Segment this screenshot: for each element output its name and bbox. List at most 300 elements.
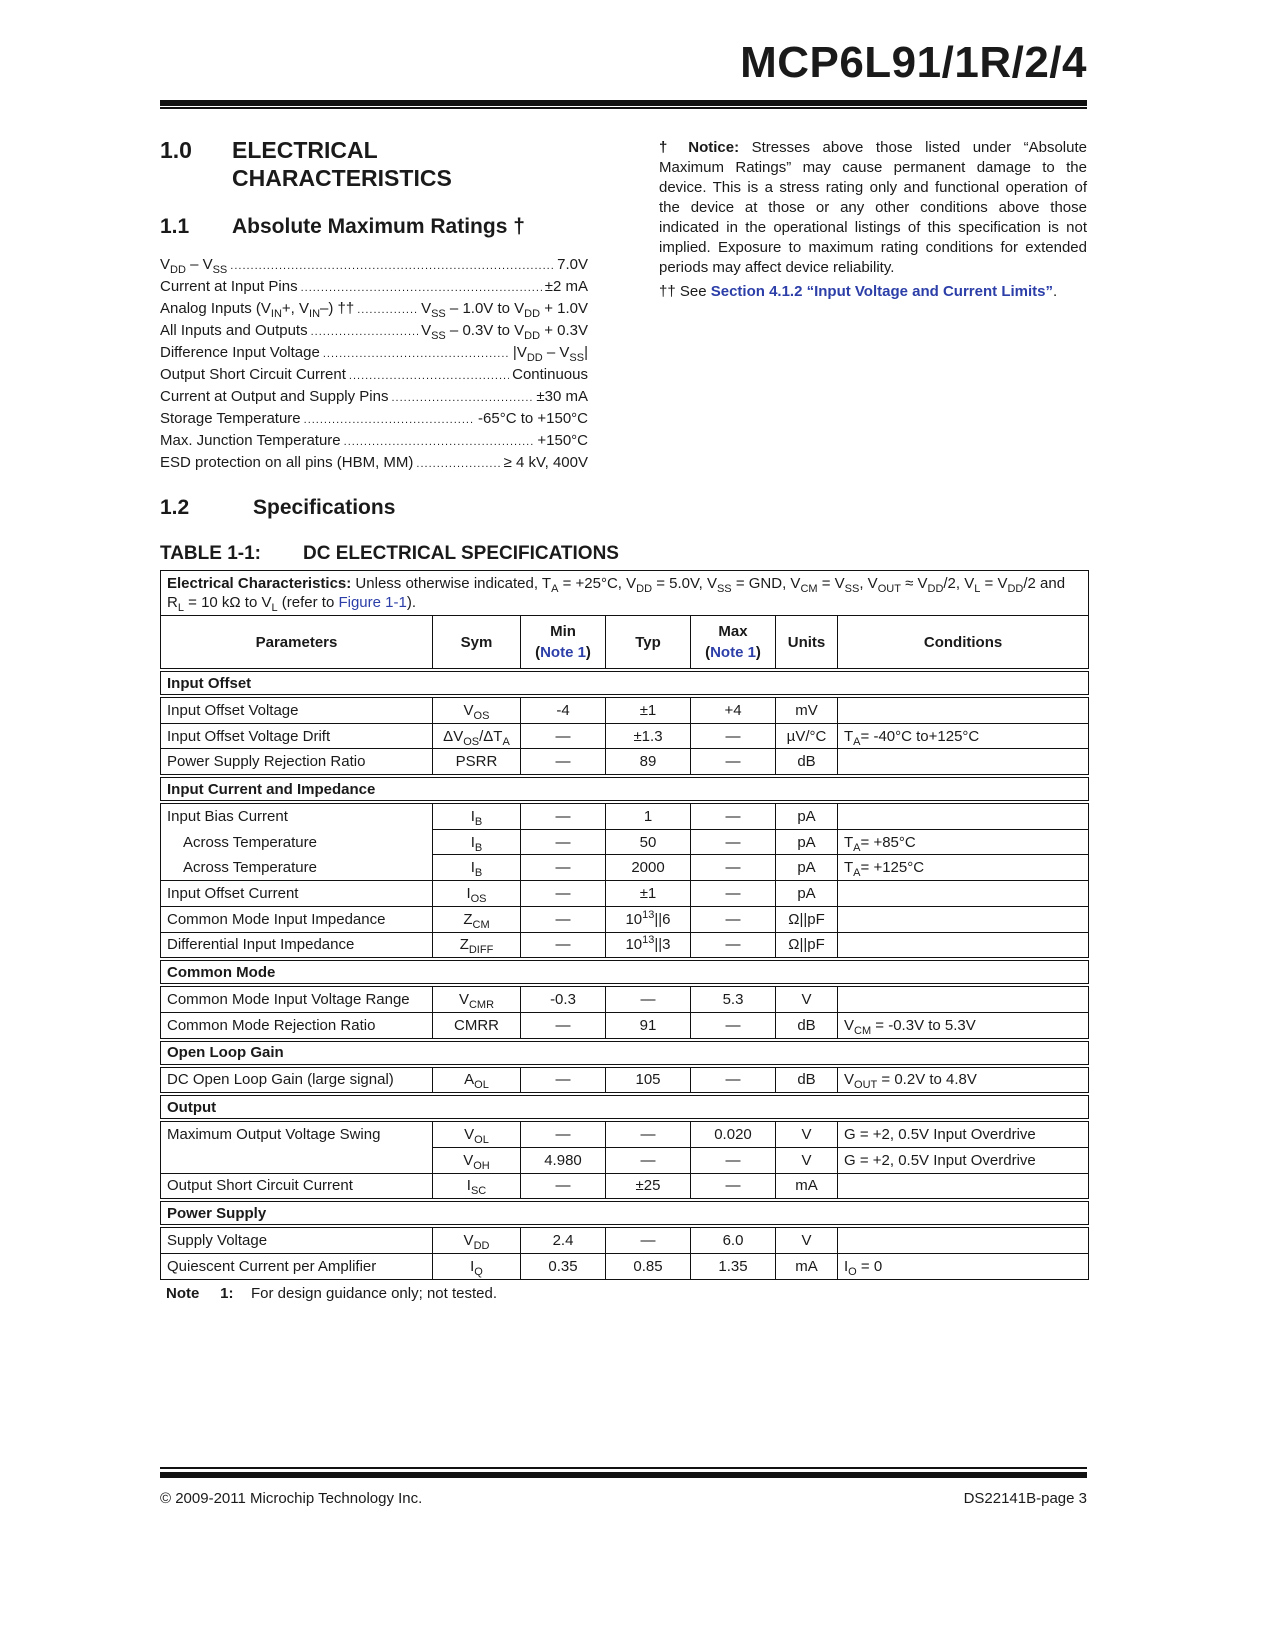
table-number: TABLE 1-1:: [160, 543, 261, 564]
min-cell: —: [521, 802, 606, 829]
text-segment: All Inputs and Outputs: [160, 322, 308, 339]
section-title: Common Mode: [161, 959, 1089, 985]
text-segment: –) ††: [320, 300, 355, 317]
rating-label: [160, 276, 298, 298]
note-text: For design guidance only; not tested.: [251, 1284, 497, 1302]
section-number: 1.2: [160, 496, 190, 519]
text-segment: Z: [459, 936, 469, 954]
text-segment: L: [271, 602, 278, 614]
copyright: © 2009-2011 Microchip Technology Inc.: [160, 1490, 423, 1507]
parameter-cell: Common Mode Input Voltage Range: [161, 985, 433, 1012]
table-row: [161, 881, 1089, 907]
text-segment: CM: [854, 1024, 872, 1037]
conditions-cell: [838, 985, 1089, 1012]
cross-reference-link[interactable]: Figure 1-1: [338, 594, 407, 611]
text-segment: DD: [524, 308, 541, 320]
rating-label: [160, 430, 341, 452]
text-segment: V: [464, 1126, 475, 1144]
header-min-label: Min: [550, 623, 576, 640]
rating-label: [160, 364, 346, 386]
symbol-cell: [433, 1226, 521, 1253]
rating-item: [160, 364, 588, 386]
section-heading-1-0: [160, 136, 452, 192]
text-segment: Analog Inputs (V: [160, 300, 271, 317]
typ-cell: ±1.3: [606, 723, 691, 749]
text-segment: SS: [212, 264, 228, 276]
parameter-cell: Output Short Circuit Current: [161, 1173, 433, 1200]
text-segment: OUT: [854, 1079, 878, 1092]
rating-label: [160, 298, 354, 320]
dot-leader: [323, 342, 510, 364]
text-segment: V: [463, 701, 474, 719]
text-segment: OL: [474, 1079, 489, 1092]
text-segment: SC: [470, 1185, 487, 1198]
min-cell: —: [521, 723, 606, 749]
conditions-cell: [838, 1226, 1089, 1253]
text-segment: † Notice:: [659, 139, 740, 156]
units-cell: dB: [776, 1012, 838, 1039]
table-row: [161, 802, 1089, 829]
text-segment: I: [470, 859, 475, 877]
typ-cell: —: [606, 1226, 691, 1253]
units-cell: Ω||pF: [776, 906, 838, 932]
text-segment: CM: [800, 583, 818, 595]
text-segment: CM: [472, 918, 490, 931]
text-segment: ).: [406, 594, 417, 611]
text-segment: Unless otherwise indicated, T: [351, 575, 552, 592]
text-segment: DD: [636, 583, 653, 595]
section-row: [161, 776, 1089, 802]
section-row: [161, 670, 1089, 696]
table-row: [161, 1012, 1089, 1039]
text-segment: T: [844, 727, 854, 745]
rating-value: [536, 386, 588, 408]
symbol-cell: [433, 855, 521, 881]
text-segment: (refer to: [277, 594, 339, 611]
max-cell: +4: [691, 696, 776, 723]
units-cell: mA: [776, 1254, 838, 1280]
min-cell: —: [521, 906, 606, 932]
text-segment: †† See: [659, 283, 711, 300]
section-title-line2: CHARACTERISTICS: [232, 165, 452, 191]
text-segment: 13: [642, 934, 655, 947]
parameter-cell: Input Offset Voltage: [161, 696, 433, 723]
header-max: Max (Note 1): [691, 616, 776, 671]
header-conditions: Conditions: [838, 616, 1089, 671]
rating-value: [421, 298, 588, 320]
min-cell: —: [521, 881, 606, 907]
units-cell: V: [776, 1147, 838, 1173]
text-segment: 13: [642, 908, 655, 921]
header-min: Min (Note 1): [521, 616, 606, 671]
conditions-cell: [838, 1066, 1089, 1095]
symbol-cell: [433, 1254, 521, 1280]
typ-cell: [606, 932, 691, 959]
conditions-cell: [838, 829, 1089, 855]
symbol-cell: [433, 985, 521, 1012]
text-segment: A: [853, 841, 861, 854]
min-cell: —: [521, 932, 606, 959]
notice-block: [659, 138, 1087, 302]
text-segment: Electrical Characteristics:: [167, 575, 352, 592]
max-cell: —: [691, 906, 776, 932]
typ-cell: —: [606, 1120, 691, 1147]
conditions-cell: [838, 881, 1089, 907]
parameter-cell: Common Mode Input Impedance: [161, 906, 433, 932]
text-segment: DD: [473, 1240, 490, 1253]
table-caption: [160, 543, 619, 565]
table-row: [161, 1226, 1089, 1253]
units-cell: pA: [776, 855, 838, 881]
header-rule-thin: [160, 107, 1087, 109]
dot-leader: [344, 430, 535, 452]
text-segment: V: [421, 300, 432, 317]
text-segment: Output Short Circuit Current: [160, 366, 346, 383]
document-title: MCP6L91/1R/2/4: [740, 38, 1087, 87]
text-segment: OS: [463, 735, 480, 748]
conditions-cell: [838, 1012, 1089, 1039]
page-number: DS22141B-page 3: [963, 1490, 1087, 1507]
parameter-cell: Supply Voltage: [161, 1226, 433, 1253]
text-segment: Max. Junction Temperature: [160, 432, 341, 449]
text-segment: IN: [309, 308, 321, 320]
table-note: [160, 1284, 1088, 1304]
dot-leader: [304, 408, 475, 430]
rating-value: [478, 408, 588, 430]
text-segment: = V: [817, 575, 845, 592]
section-title: Specifications: [253, 496, 396, 519]
typ-cell: 50: [606, 829, 691, 855]
text-segment: Current at Input Pins: [160, 278, 298, 295]
typ-cell: 1: [606, 802, 691, 829]
text-segment: A: [853, 867, 861, 880]
header-rule: [160, 100, 1087, 106]
table-header-row: [161, 616, 1089, 671]
rating-item: [160, 452, 588, 474]
table-row: [161, 985, 1089, 1012]
text-segment: DD: [526, 352, 543, 364]
text-segment: = V: [980, 575, 1008, 592]
units-cell: pA: [776, 881, 838, 907]
text-segment: + 0.3V: [540, 322, 588, 339]
text-segment: I: [470, 807, 475, 825]
rating-label: [160, 408, 301, 430]
text-segment: G = +2, 0.5V Input Overdrive: [844, 1126, 1036, 1144]
max-cell: —: [691, 1066, 776, 1095]
max-cell: —: [691, 829, 776, 855]
text-segment: V: [844, 1071, 855, 1089]
symbol-cell: [433, 881, 521, 907]
rating-item: [160, 276, 588, 298]
parameter-cell: Across Temperature: [161, 855, 433, 881]
typ-cell: 91: [606, 1012, 691, 1039]
text-segment: SS: [431, 330, 446, 342]
text-segment: Q: [474, 1265, 483, 1278]
section-title: Input Current and Impedance: [161, 776, 1089, 802]
text-segment: OUT: [877, 583, 901, 595]
text-segment: B: [474, 841, 483, 854]
text-segment: I: [466, 1177, 471, 1195]
rating-value: [557, 254, 588, 276]
text-segment: I: [844, 1257, 849, 1275]
max-cell: 6.0: [691, 1226, 776, 1253]
text-segment: G = +2, 0.5V Input Overdrive: [844, 1151, 1036, 1169]
text-segment: OS: [470, 892, 487, 905]
section-title: Power Supply: [161, 1200, 1089, 1226]
text-segment: ΔV: [443, 727, 464, 745]
conditions-cell: [838, 696, 1089, 723]
parameter-cell: Power Supply Rejection Ratio: [161, 749, 433, 776]
text-segment: – V: [542, 344, 570, 361]
min-cell: —: [521, 1173, 606, 1200]
text-segment: A: [464, 1071, 475, 1089]
rating-item: [160, 298, 588, 320]
section-row: [161, 1200, 1089, 1226]
typ-cell: —: [606, 985, 691, 1012]
conditions-cell: [838, 802, 1089, 829]
cross-reference-link[interactable]: Section 4.1.2 “Input Voltage and Current Limits”: [710, 283, 1053, 300]
conditions-cell: [838, 1120, 1089, 1147]
text-segment: /ΔT: [479, 727, 503, 745]
parameter-cell: Input Bias Current: [161, 802, 433, 829]
text-segment: CMRR: [454, 1016, 499, 1034]
min-cell: —: [521, 855, 606, 881]
text-segment: ||6: [654, 910, 671, 928]
text-segment: ESD protection on all pins (HBM, MM): [160, 454, 414, 471]
text-segment: +150°C: [537, 432, 588, 449]
text-segment: L: [974, 583, 981, 595]
symbol-cell: [433, 1173, 521, 1200]
text-segment: = +25°C, V: [558, 575, 637, 592]
text-segment: V: [844, 1016, 855, 1034]
table-row: [161, 855, 1089, 881]
parameter-cell: Quiescent Current per Amplifier: [161, 1254, 433, 1280]
header-parameters: Parameters: [161, 616, 433, 671]
symbol-cell: [433, 1120, 521, 1147]
text-segment: OL: [474, 1134, 489, 1147]
typ-cell: —: [606, 1147, 691, 1173]
min-cell: -0.3: [521, 985, 606, 1012]
rating-value: [512, 364, 588, 386]
typ-cell: 0.85: [606, 1254, 691, 1280]
parameter-cell: [161, 1147, 433, 1173]
dot-leader: [311, 320, 418, 342]
dot-leader: [230, 254, 554, 276]
symbol-cell: [433, 696, 521, 723]
units-cell: dB: [776, 1066, 838, 1095]
rating-item: [160, 430, 588, 452]
text-segment: ||3: [654, 936, 671, 954]
text-segment: , V: [859, 575, 878, 592]
table-row: [161, 1147, 1089, 1173]
table-row: [161, 749, 1089, 776]
parameter-cell: DC Open Loop Gain (large signal): [161, 1066, 433, 1095]
text-segment: A: [551, 583, 559, 595]
dc-electrical-specifications-table: [160, 570, 1089, 1280]
table-row: [161, 1254, 1089, 1280]
table-row: [161, 1173, 1089, 1200]
parameter-cell: Differential Input Impedance: [161, 932, 433, 959]
text-segment: DD: [927, 583, 944, 595]
note-1-link[interactable]: Note 1: [540, 644, 586, 661]
table-row: [161, 932, 1089, 959]
max-cell: —: [691, 1012, 776, 1039]
text-segment: = 0.2V to 4.8V: [877, 1071, 977, 1089]
max-cell: —: [691, 932, 776, 959]
text-segment: Stresses above those listed under “Absolute Maximum Ratings” may cause permanent damage to the device. This is a stress rating only and functional operation of the device at those or any other conditions above those indicated in the operational listings of this specification is not implied. Exposure to maximum rating conditions for extended periods may affect device reliability.: [659, 139, 1087, 276]
text-segment: SS: [431, 308, 446, 320]
section-number: 1.1: [160, 215, 190, 238]
section-title: Absolute Maximum Ratings †: [232, 215, 525, 238]
min-cell: —: [521, 1066, 606, 1095]
min-cell: 2.4: [521, 1226, 606, 1253]
parameter-cell: Across Temperature: [161, 829, 433, 855]
section-heading-1-1: [160, 215, 525, 239]
max-cell: 1.35: [691, 1254, 776, 1280]
units-cell: pA: [776, 802, 838, 829]
dot-leader: [357, 298, 418, 320]
header-units: Units: [776, 616, 838, 671]
symbol-cell: [433, 906, 521, 932]
text-segment: ±30 mA: [536, 388, 588, 405]
table-row: [161, 1066, 1089, 1095]
text-segment: B: [474, 815, 483, 828]
text-segment: |: [584, 344, 588, 361]
text-segment: .: [1053, 283, 1058, 300]
rating-label: [160, 386, 388, 408]
text-segment: + 1.0V: [540, 300, 588, 317]
text-segment: = +85°C: [860, 833, 916, 851]
notice-paragraph: [659, 138, 1087, 278]
text-segment: B: [474, 867, 483, 880]
conditions-cell: [838, 1173, 1089, 1200]
text-segment: V: [463, 1232, 474, 1250]
rating-label: [160, 254, 227, 276]
text-segment: A: [853, 735, 861, 748]
symbol-cell: [433, 802, 521, 829]
conditions-cell: [838, 932, 1089, 959]
min-cell: —: [521, 1120, 606, 1147]
rating-label: [160, 342, 320, 364]
table-title: DC ELECTRICAL SPECIFICATIONS: [303, 543, 619, 564]
min-cell: 4.980: [521, 1147, 606, 1173]
min-cell: 0.35: [521, 1254, 606, 1280]
text-segment: = 10 kΩ to V: [183, 594, 272, 611]
text-segment: – 0.3V to V: [445, 322, 525, 339]
typ-cell: ±1: [606, 881, 691, 907]
text-segment: T: [844, 833, 854, 851]
rating-item: [160, 342, 588, 364]
rating-item: [160, 254, 588, 276]
conditions-cell: [838, 906, 1089, 932]
text-segment: I: [470, 1257, 475, 1275]
text-segment: PSRR: [455, 753, 498, 771]
text-segment: Storage Temperature: [160, 410, 301, 427]
rating-label: [160, 320, 308, 342]
max-cell: —: [691, 749, 776, 776]
text-segment: |V: [512, 344, 527, 361]
text-segment: – 1.0V to V: [445, 300, 525, 317]
dot-leader: [301, 276, 542, 298]
symbol-cell: [433, 723, 521, 749]
units-cell: V: [776, 985, 838, 1012]
units-cell: Ω||pF: [776, 932, 838, 959]
typ-cell: 2000: [606, 855, 691, 881]
units-cell: µV/°C: [776, 723, 838, 749]
text-segment: 7.0V: [557, 256, 588, 273]
table-row: [161, 723, 1089, 749]
units-cell: dB: [776, 749, 838, 776]
text-segment: ±2 mA: [544, 278, 588, 295]
conditions-cell: [838, 1254, 1089, 1280]
footer-rule: [160, 1472, 1087, 1478]
absolute-maximum-ratings-list: [160, 254, 588, 474]
section-title-line1: ELECTRICAL: [232, 137, 378, 163]
symbol-cell: [433, 829, 521, 855]
rating-item: [160, 386, 588, 408]
text-segment: /2, V: [943, 575, 975, 592]
rating-value: [513, 342, 588, 364]
min-cell: —: [521, 749, 606, 776]
electrical-characteristics-conditions: [161, 571, 1089, 616]
dot-leader: [416, 452, 500, 474]
footer-rule-thin: [160, 1467, 1087, 1469]
table-row: [161, 829, 1089, 855]
text-segment: = GND, V: [731, 575, 801, 592]
conditions-cell: [838, 855, 1089, 881]
header-typ: Typ: [606, 616, 691, 671]
header-max-label: Max: [718, 623, 748, 640]
max-cell: —: [691, 881, 776, 907]
typ-cell: ±1: [606, 696, 691, 723]
typ-cell: 89: [606, 749, 691, 776]
dot-leader: [391, 386, 533, 408]
text-segment: 10: [625, 910, 643, 928]
table-row: [161, 696, 1089, 723]
conditions-cell: [838, 749, 1089, 776]
section-title: Open Loop Gain: [161, 1040, 1089, 1066]
units-cell: V: [776, 1226, 838, 1253]
parameter-cell: Input Offset Current: [161, 881, 433, 907]
units-cell: mA: [776, 1173, 838, 1200]
text-segment: V: [458, 991, 469, 1009]
text-segment: Continuous: [512, 366, 588, 383]
max-cell: —: [691, 802, 776, 829]
conditions-cell: [838, 1147, 1089, 1173]
text-segment: T: [844, 859, 854, 877]
text-segment: OH: [473, 1159, 490, 1172]
text-segment: V: [463, 1151, 474, 1169]
section-row: [161, 1040, 1089, 1066]
text-segment: IN: [270, 308, 282, 320]
typ-cell: ±25: [606, 1173, 691, 1200]
rating-value: [504, 452, 588, 474]
section-title: Output: [161, 1094, 1089, 1120]
text-segment: DD: [170, 264, 186, 276]
note-1-link[interactable]: Note 1: [710, 644, 756, 661]
rating-value: [545, 276, 588, 298]
text-segment: = -0.3V to 5.3V: [871, 1016, 976, 1034]
min-cell: -4: [521, 696, 606, 723]
text-segment: /2 and R: [167, 575, 1066, 611]
symbol-cell: [433, 1147, 521, 1173]
text-segment: OS: [473, 709, 490, 722]
text-segment: I: [466, 884, 471, 902]
text-segment: = 5.0V, V: [652, 575, 717, 592]
text-segment: V: [160, 256, 171, 273]
table-row: [161, 906, 1089, 932]
symbol-cell: [433, 1066, 521, 1095]
